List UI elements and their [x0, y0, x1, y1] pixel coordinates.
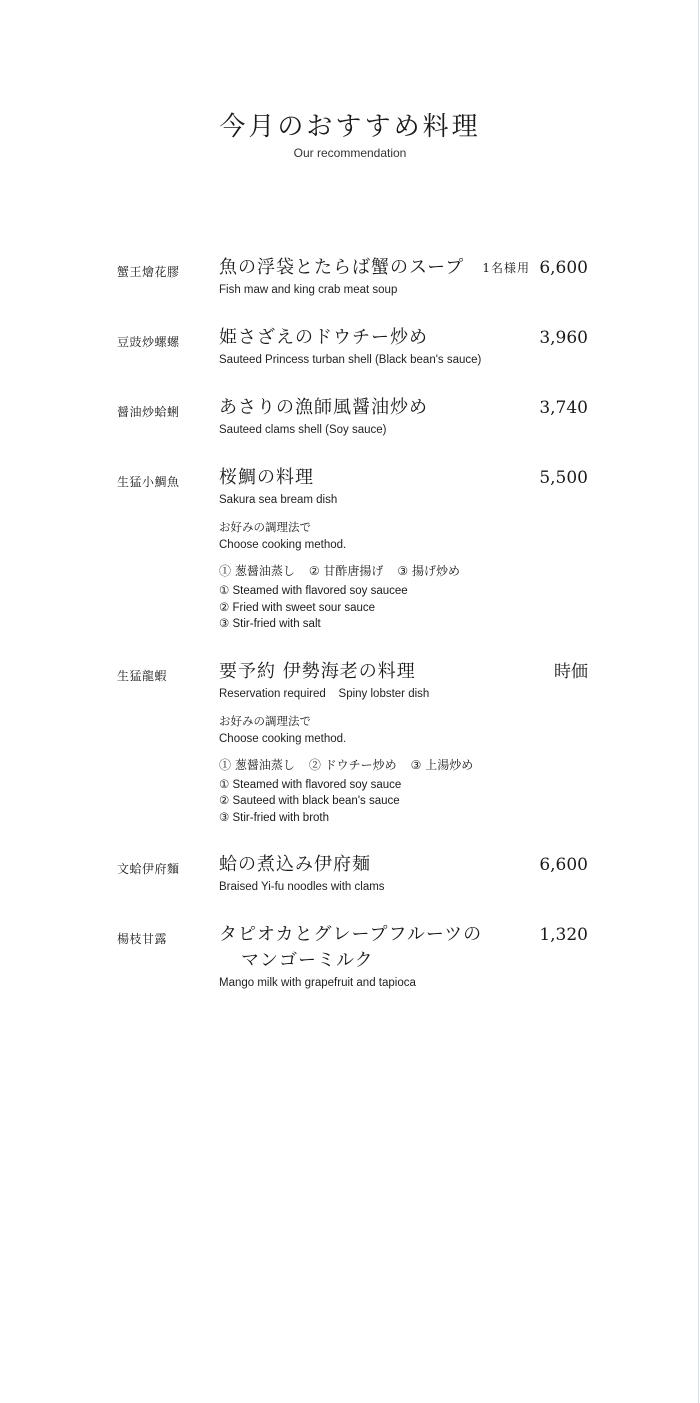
- item-body: [219, 325, 519, 369]
- japanese-name: 要予約 伊勢海老の料理: [219, 660, 416, 682]
- option-jp: ② ドウチー炒め: [308, 757, 397, 772]
- option-jp: ① 葱醤油蒸し: [219, 564, 295, 578]
- price: 1,320: [539, 925, 588, 945]
- item-body: [219, 659, 519, 827]
- chinese-name: 生猛龍蝦: [117, 668, 168, 683]
- menu-item-fish-maw-soup: [0, 255, 700, 299]
- japanese-name: 姫さざえのドウチー炒め: [219, 327, 428, 348]
- item-body: [219, 852, 519, 896]
- cooking-note-en: Choose cooking method.: [219, 539, 347, 551]
- price: 3,960: [539, 328, 588, 348]
- chinese-name: 蟹王燴花膠: [117, 265, 180, 279]
- cooking-note-jp: お好みの調理法で: [219, 713, 311, 728]
- japanese-name: 蛤の煮込み伊府麺: [219, 854, 371, 875]
- page-subtitle: Our recommendation: [293, 146, 407, 160]
- item-body: [219, 922, 519, 992]
- item-body: [219, 255, 519, 299]
- chinese-name: 楊枝甘露: [117, 932, 168, 946]
- item-body: [219, 395, 519, 439]
- option-en: ③ Stir-fried with salt: [219, 618, 321, 630]
- cooking-options-jp: [219, 562, 519, 580]
- cooking-options-jp: [219, 756, 519, 774]
- menu-header: [0, 110, 700, 160]
- option-en: ① Steamed with flavored soy sauce: [219, 778, 402, 791]
- chinese-name: 豆豉炒螺螺: [117, 335, 180, 349]
- price: 6,600: [539, 855, 588, 875]
- price: 5,500: [539, 468, 588, 488]
- japanese-name: タピオカとグレープフルーツの: [219, 924, 483, 945]
- price: 時価: [554, 661, 588, 682]
- chinese-name: 醤油炒蛤蜊: [117, 405, 180, 419]
- option-en: ② Sauteed with black bean's sauce: [219, 795, 400, 807]
- option-en: ② Fried with sweet sour sauce: [219, 601, 376, 614]
- english-name: Reservation required Spiny lobster dish: [219, 687, 430, 700]
- option-jp: ③ 上湯炒め: [410, 757, 474, 772]
- menu-item-clams: [0, 395, 700, 439]
- english-name: Sauteed clams shell (Soy sauce): [219, 424, 387, 436]
- menu-list: [0, 255, 700, 1018]
- serving-size: 1名様用: [482, 261, 530, 275]
- option-en: ③ Stir-fried with broth: [219, 811, 330, 824]
- option-jp: ① 葱醤油蒸し: [219, 757, 295, 772]
- english-name: Sakura sea bream dish: [219, 494, 338, 506]
- japanese-name: あさりの漁師風醤油炒め: [219, 397, 428, 418]
- english-name: Braised Yi-fu noodles with clams: [219, 881, 385, 893]
- english-name: Mango milk with grapefruit and tapioca: [219, 977, 416, 989]
- option-jp: ③ 揚げ炒め: [397, 564, 460, 578]
- cooking-note-en: Choose cooking method.: [219, 732, 347, 745]
- menu-item-yifu-noodles: [0, 852, 700, 896]
- cooking-options-en: [219, 583, 519, 633]
- option-en: ① Steamed with flavored soy saucee: [219, 585, 408, 597]
- menu-item-sea-bream: [0, 465, 700, 633]
- page-title: 今月のおすすめ料理: [219, 112, 481, 142]
- menu-item-turban-shell: [0, 325, 700, 369]
- cooking-options-en: [219, 777, 519, 827]
- chinese-name: 生猛小鯛魚: [117, 475, 180, 489]
- english-name: Sauteed Princess turban shell (Black bean's sauce): [219, 354, 482, 366]
- japanese-name: 魚の浮袋とたらば蟹のスープ: [219, 257, 465, 278]
- option-jp: ② 甘酢唐揚げ: [308, 564, 384, 578]
- price: 3,740: [539, 398, 588, 418]
- chinese-name: 文蛤伊府麵: [117, 862, 180, 876]
- menu-item-mango-milk: [0, 922, 700, 992]
- japanese-name: 桜鯛の料理: [219, 467, 314, 488]
- japanese-name-line2: マンゴーミルク: [241, 950, 374, 971]
- english-name: Fish maw and king crab meat soup: [219, 284, 398, 296]
- price: 6,600: [539, 258, 588, 278]
- item-body: [219, 465, 519, 633]
- cooking-note-jp: お好みの調理法で: [219, 520, 311, 534]
- menu-item-spiny-lobster: [0, 659, 700, 827]
